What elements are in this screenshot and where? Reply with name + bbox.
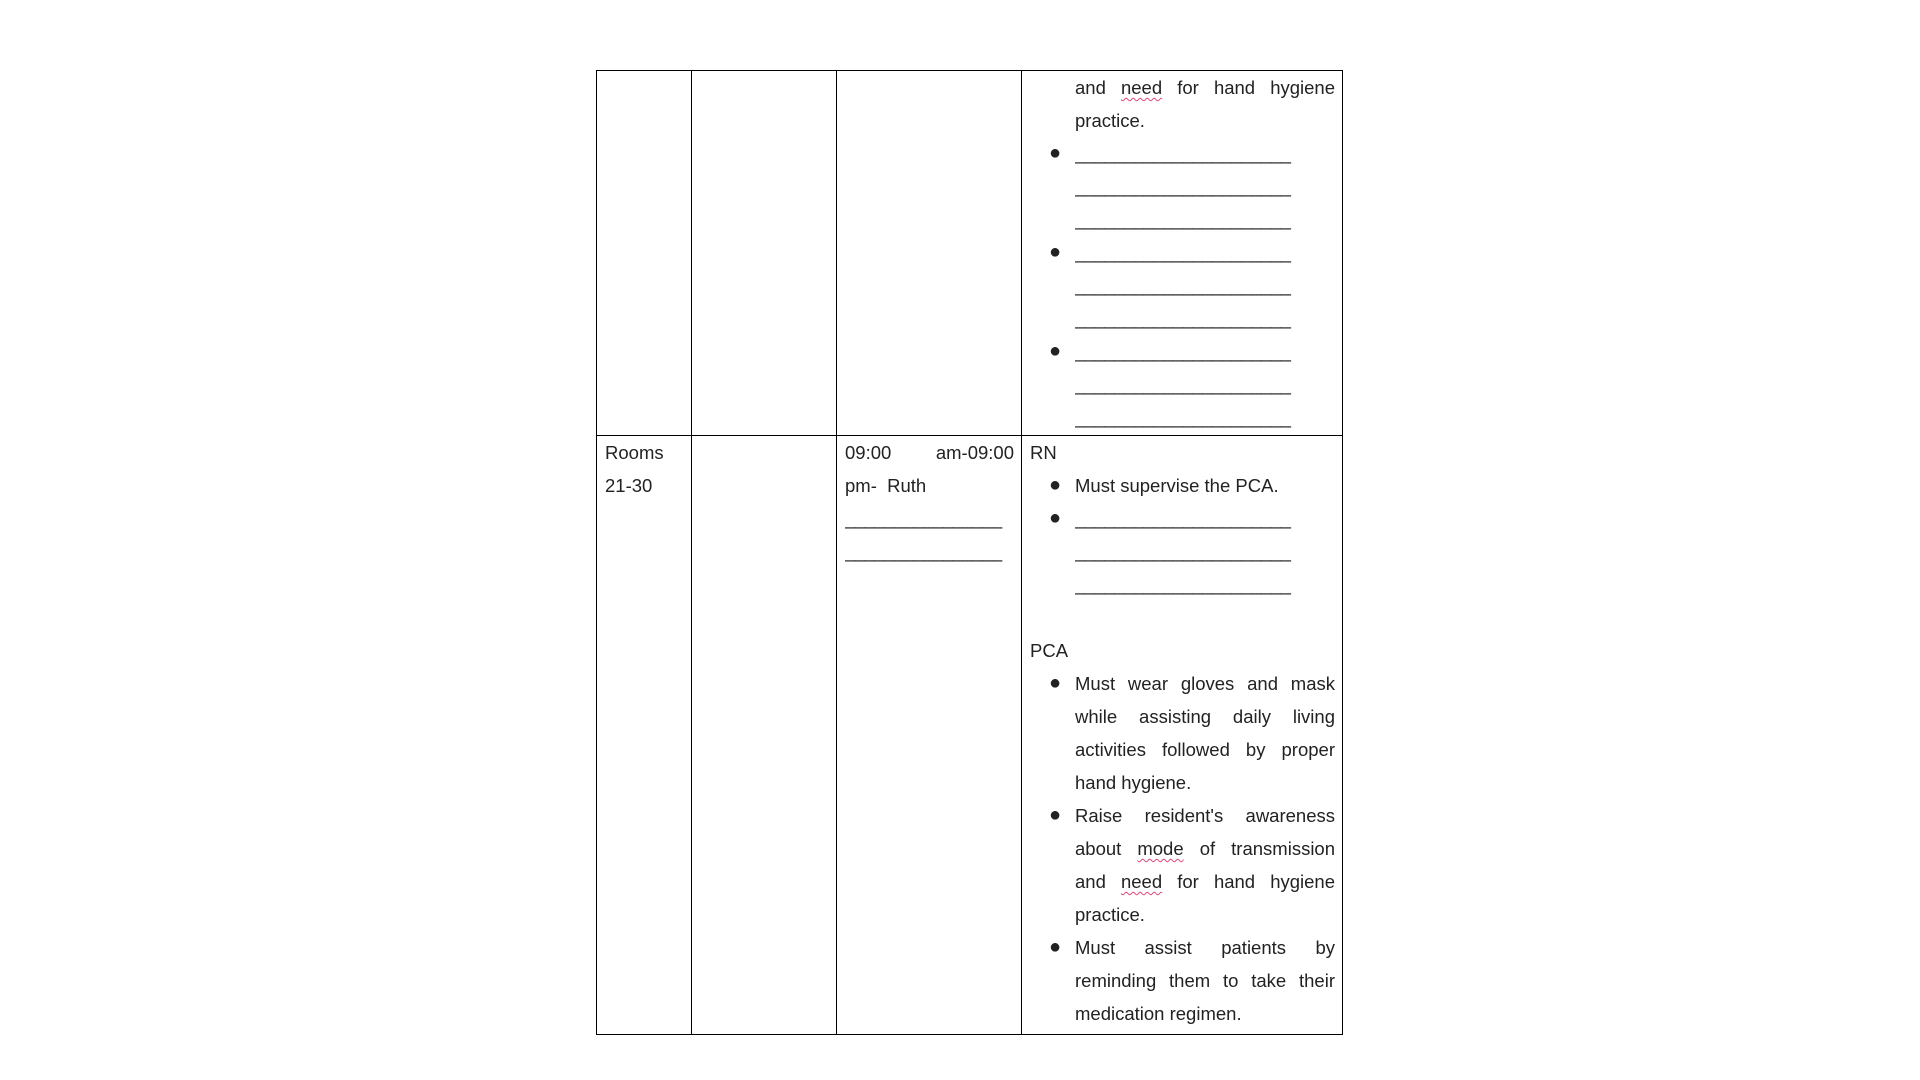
spellcheck-word[interactable]: need — [1120, 77, 1163, 98]
list-item[interactable]: ● Must supervise the PCA. — [1075, 469, 1335, 502]
spellcheck-word[interactable]: mode — [1137, 838, 1184, 859]
rooms-range: 21-30 — [605, 475, 653, 496]
cell-duties[interactable] — [1022, 71, 1343, 436]
bullet-icon: ● — [1049, 936, 1062, 958]
pca-heading: PCA — [1030, 640, 1069, 661]
cell-col2[interactable] — [692, 436, 837, 1035]
bullet-icon: ● — [1049, 340, 1062, 362]
list-item[interactable]: ● Raise resident's awareness about mode of transmission and need for hand hygiene practice. — [1075, 799, 1335, 931]
rn-heading: RN — [1030, 442, 1057, 463]
blank-line: ________________ — [845, 508, 1002, 529]
table-row — [597, 436, 1343, 1035]
rn-duty-list — [1030, 469, 1335, 601]
bullet-icon: ● — [1049, 507, 1062, 529]
bullet-icon: ● — [1049, 672, 1062, 694]
bullet-icon: ● — [1049, 804, 1062, 826]
bullet-icon: ● — [1049, 474, 1062, 496]
staff-name: pm- Ruth — [845, 475, 927, 496]
list-item[interactable]: ● ______________________ ______________________ ______________________ — [1075, 335, 1335, 434]
shift-assignment-table — [596, 70, 1343, 1035]
cell-col2[interactable] — [692, 71, 837, 436]
time-range: 09:00 am-09:00 — [845, 442, 1014, 463]
cell-rooms[interactable] — [597, 436, 692, 1035]
bullet-icon: ● — [1049, 241, 1062, 263]
pca-duty-list — [1030, 667, 1335, 1030]
cell-duties[interactable] — [1022, 436, 1343, 1035]
cell-time[interactable] — [837, 71, 1022, 436]
list-item[interactable]: ● Must wear gloves and mask while assisting daily living activities followed by proper hand hygiene. — [1075, 667, 1335, 799]
rooms-label: Rooms — [605, 442, 664, 463]
list-item[interactable]: ● ______________________ ______________________ ______________________ — [1075, 137, 1335, 236]
table-row — [597, 71, 1343, 436]
continued-text: and need for hand hygiene practice. — [1075, 77, 1336, 131]
list-item[interactable]: ● ______________________ ______________________ ______________________ — [1075, 236, 1335, 335]
cell-time[interactable] — [837, 436, 1022, 1035]
list-item[interactable]: ● Must assist patients by reminding them to take their medication regimen. — [1075, 931, 1335, 1030]
cell-rooms[interactable] — [597, 71, 692, 436]
bullet-icon: ● — [1049, 142, 1062, 164]
blank-duty-list — [1030, 137, 1335, 434]
list-item[interactable]: ● ______________________ ______________________ ______________________ — [1075, 502, 1335, 601]
spellcheck-word[interactable]: need — [1120, 871, 1163, 892]
blank-line: ________________ — [845, 541, 1002, 562]
